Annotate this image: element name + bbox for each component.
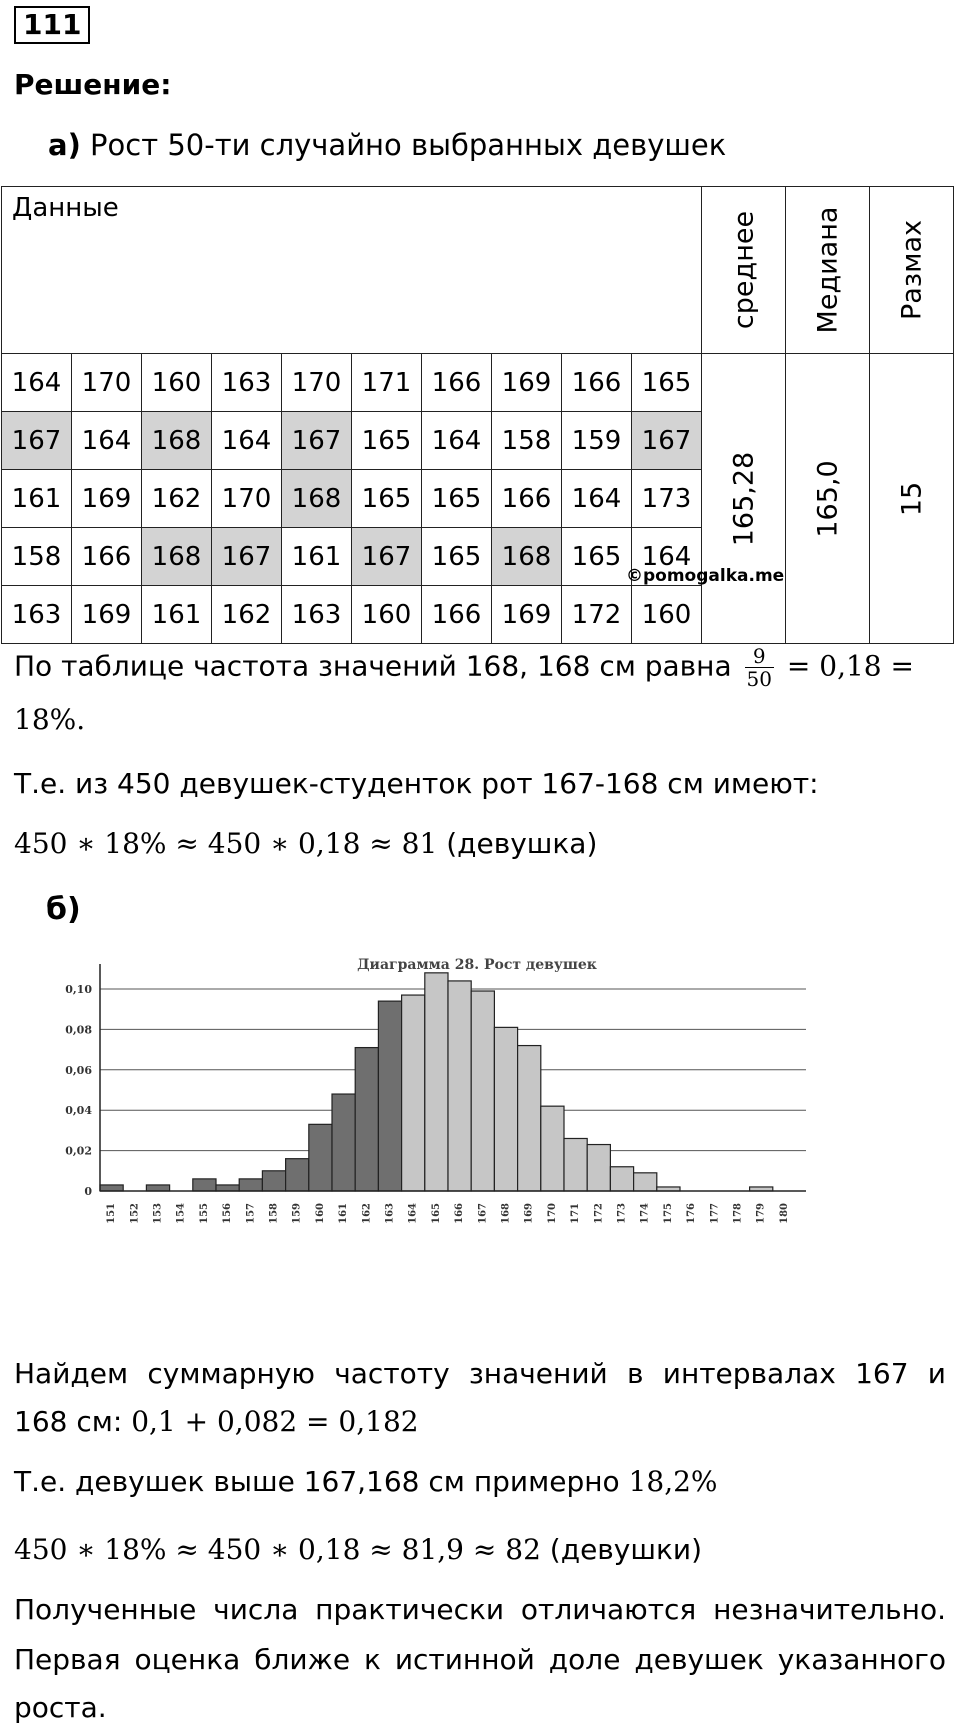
x-tick-label: 159 (291, 1203, 303, 1224)
range-header (870, 187, 954, 354)
mean-header (702, 187, 786, 354)
table-cell: 168 (492, 528, 562, 586)
table-row (2, 354, 954, 412)
estimate-b-line (14, 1530, 702, 1570)
histogram-bar (471, 991, 494, 1191)
table-cell: 164 (562, 470, 632, 528)
y-tick-label: 0,08 (65, 1023, 92, 1037)
solution-title: Решение: (14, 68, 172, 101)
histogram-bar (564, 1138, 587, 1191)
table-cell-value: 164 (641, 541, 692, 572)
table-cell: 162 (142, 470, 212, 528)
x-tick-label: 161 (338, 1203, 350, 1224)
table-cell: 164 (422, 412, 492, 470)
histogram-bar (378, 1001, 401, 1191)
x-tick-label: 179 (755, 1203, 767, 1224)
y-tick-label: 0,04 (65, 1104, 92, 1118)
x-tick-label: 180 (778, 1203, 790, 1224)
sum-frequency-math: 0,1 + 0,082 = 0,182 (131, 1405, 419, 1438)
histogram-bar (146, 1185, 169, 1191)
histogram-bar (309, 1124, 332, 1191)
histogram-bar (193, 1179, 216, 1191)
y-tick-label: 0 (84, 1185, 92, 1198)
median-value-cell (786, 354, 870, 644)
estimate-a-unit: (девушка) (446, 827, 598, 860)
y-tick-label: 0,02 (65, 1144, 92, 1158)
part-a-label: а) (48, 128, 81, 162)
x-tick-label: 153 (152, 1203, 164, 1224)
histogram-bar (425, 973, 448, 1191)
table-cell: 166 (72, 528, 142, 586)
table-cell: 169 (72, 470, 142, 528)
table-cell: 173 (632, 470, 702, 528)
table-cell: 160 (352, 586, 422, 644)
median-header (786, 187, 870, 354)
y-tick-label: 0,10 (65, 983, 92, 996)
conclusion-line2: Первая оценка ближе к истинной доле девушек указанного (14, 1643, 946, 1676)
histogram-bar (634, 1173, 657, 1191)
students-text: Т.е. из 450 девушек-студенток рот 167-168 см имеют: (14, 767, 819, 800)
range-header-label: Размах (896, 219, 927, 321)
table-cell: 159 (562, 412, 632, 470)
x-tick-label: 163 (384, 1203, 396, 1224)
table-cell: 165 (632, 354, 702, 412)
table-cell: 165 (562, 528, 632, 586)
x-tick-label: 176 (686, 1203, 698, 1224)
x-tick-label: 162 (361, 1203, 373, 1224)
x-tick-label: 177 (709, 1203, 721, 1224)
mean-value-cell (702, 354, 786, 644)
median-header-label: Медиана (812, 206, 843, 334)
table-cell: 165 (352, 470, 422, 528)
x-tick-label: 170 (546, 1203, 558, 1224)
estimate-a-line (14, 824, 597, 864)
table-cell: 169 (492, 586, 562, 644)
table-cell: 167 (632, 412, 702, 470)
histogram-bar (494, 1027, 517, 1191)
sum-frequency-label: 168 см: (14, 1405, 123, 1438)
fraction-denominator: 50 (746, 667, 772, 691)
table-cell: 169 (72, 586, 142, 644)
range-value: 15 (896, 481, 927, 516)
histogram-bar (448, 981, 471, 1191)
watermark-text: ©pomogalka.me (626, 566, 785, 586)
x-tick-label: 157 (245, 1203, 257, 1224)
y-tick-label: 0,06 (65, 1063, 92, 1077)
table-cell: 168 (142, 412, 212, 470)
estimate-a-math: 450 ∗ 18% ≈ 450 ∗ 0,18 ≈ 81 (14, 827, 438, 860)
median-value: 165,0 (812, 459, 843, 538)
table-cell: 166 (422, 354, 492, 412)
estimate-b-unit: (девушки) (549, 1533, 703, 1566)
histogram-bar (239, 1179, 262, 1191)
histogram-bar (610, 1167, 633, 1191)
table-cell: 160 (632, 586, 702, 644)
x-tick-label: 169 (523, 1203, 535, 1224)
table-cell: 163 (282, 586, 352, 644)
x-tick-label: 158 (268, 1203, 280, 1224)
frequency-line (14, 645, 914, 690)
data-header: Данные (2, 187, 702, 354)
x-tick-label: 171 (570, 1203, 582, 1224)
table-cell: 168 (142, 528, 212, 586)
table-cell: 160 (142, 354, 212, 412)
frequency-equation: = 0,18 = (786, 649, 914, 683)
part-a-heading (48, 128, 726, 162)
x-tick-label: 172 (593, 1203, 605, 1224)
table-cell: 158 (492, 412, 562, 470)
table-cell: 167 (212, 528, 282, 586)
table-cell: 161 (282, 528, 352, 586)
table-cell: 168 (282, 470, 352, 528)
table-cell: 161 (142, 586, 212, 644)
histogram-bar (286, 1159, 309, 1191)
table-cell: 162 (212, 586, 282, 644)
table-cell: 165 (422, 528, 492, 586)
sum-frequency-line2 (14, 1402, 419, 1442)
part-a-title: Рост 50-ти случайно выбранных девушек (90, 128, 727, 162)
taller-girls-percent: 18,2% (628, 1465, 718, 1498)
histogram-bar (541, 1106, 564, 1191)
mean-header-label: среднее (728, 210, 759, 330)
part-b-label: б) (46, 892, 81, 927)
taller-girls-line (14, 1462, 718, 1502)
x-tick-label: 173 (616, 1203, 628, 1224)
x-tick-label: 156 (222, 1203, 234, 1224)
table-cell: 164 (212, 412, 282, 470)
conclusion-line1: Полученные числа практически отличаются незначительно. (14, 1593, 946, 1626)
histogram-bar (402, 995, 425, 1191)
x-tick-label: 167 (477, 1203, 489, 1224)
table-cell: 163 (212, 354, 282, 412)
histogram-bar (332, 1094, 355, 1191)
table-cell: 161 (2, 470, 72, 528)
x-tick-label: 152 (129, 1203, 141, 1224)
table-cell: 166 (562, 354, 632, 412)
table-cell: 167 (352, 528, 422, 586)
fraction-numerator: 9 (745, 645, 774, 668)
x-tick-label: 165 (430, 1203, 442, 1224)
fraction (745, 645, 774, 690)
table-cell: 158 (2, 528, 72, 586)
table-cell: 165 (422, 470, 492, 528)
table-cell: 164 (72, 412, 142, 470)
sum-frequency-line1: Найдем суммарную частоту значений в интервалах 167 и (14, 1357, 946, 1390)
x-tick-label: 178 (732, 1203, 744, 1224)
chart-title: Диаграмма 28. Рост девушек (357, 957, 597, 973)
histogram-bar (100, 1185, 123, 1191)
taller-girls-text: Т.е. девушек выше 167,168 см примерно (14, 1465, 620, 1498)
histogram-bar (587, 1145, 610, 1191)
x-tick-label: 154 (175, 1203, 187, 1224)
x-tick-label: 151 (106, 1203, 118, 1224)
histogram-bar (355, 1048, 378, 1191)
x-tick-label: 175 (662, 1203, 674, 1224)
histogram-bar (518, 1046, 541, 1191)
table-cell-with-watermark (626, 528, 785, 586)
table-cell: 170 (282, 354, 352, 412)
frequency-text: По таблице частота значений 168, 168 см равна (14, 649, 732, 683)
height-histogram (40, 950, 920, 1322)
mean-value: 165,28 (728, 451, 759, 546)
table-cell: 171 (352, 354, 422, 412)
x-tick-label: 164 (407, 1203, 419, 1224)
table-cell: 167 (2, 412, 72, 470)
x-tick-label: 166 (454, 1203, 466, 1224)
x-tick-label: 160 (314, 1203, 326, 1224)
histogram-bar (262, 1171, 285, 1191)
table-cell: 166 (422, 586, 492, 644)
problem-number: 111 (14, 6, 90, 44)
height-data-table (1, 186, 954, 644)
range-value-cell (870, 354, 954, 644)
x-tick-label: 174 (639, 1203, 651, 1224)
table-cell: 170 (212, 470, 282, 528)
table-cell: 166 (492, 470, 562, 528)
frequency-percent: 18%. (14, 703, 86, 736)
x-tick-label: 155 (198, 1203, 210, 1224)
table-cell: 170 (72, 354, 142, 412)
table-cell: 164 (2, 354, 72, 412)
table-cell: 163 (2, 586, 72, 644)
estimate-b-math: 450 ∗ 18% ≈ 450 ∗ 0,18 ≈ 81,9 ≈ 82 (14, 1533, 541, 1566)
x-tick-label: 168 (500, 1203, 512, 1224)
table-cell: 172 (562, 586, 632, 644)
histogram-bar (216, 1185, 239, 1191)
table-cell: 167 (282, 412, 352, 470)
table-cell: 169 (492, 354, 562, 412)
table-header-row (2, 187, 954, 354)
conclusion-line3: роста. (14, 1691, 107, 1724)
table-cell: 165 (352, 412, 422, 470)
